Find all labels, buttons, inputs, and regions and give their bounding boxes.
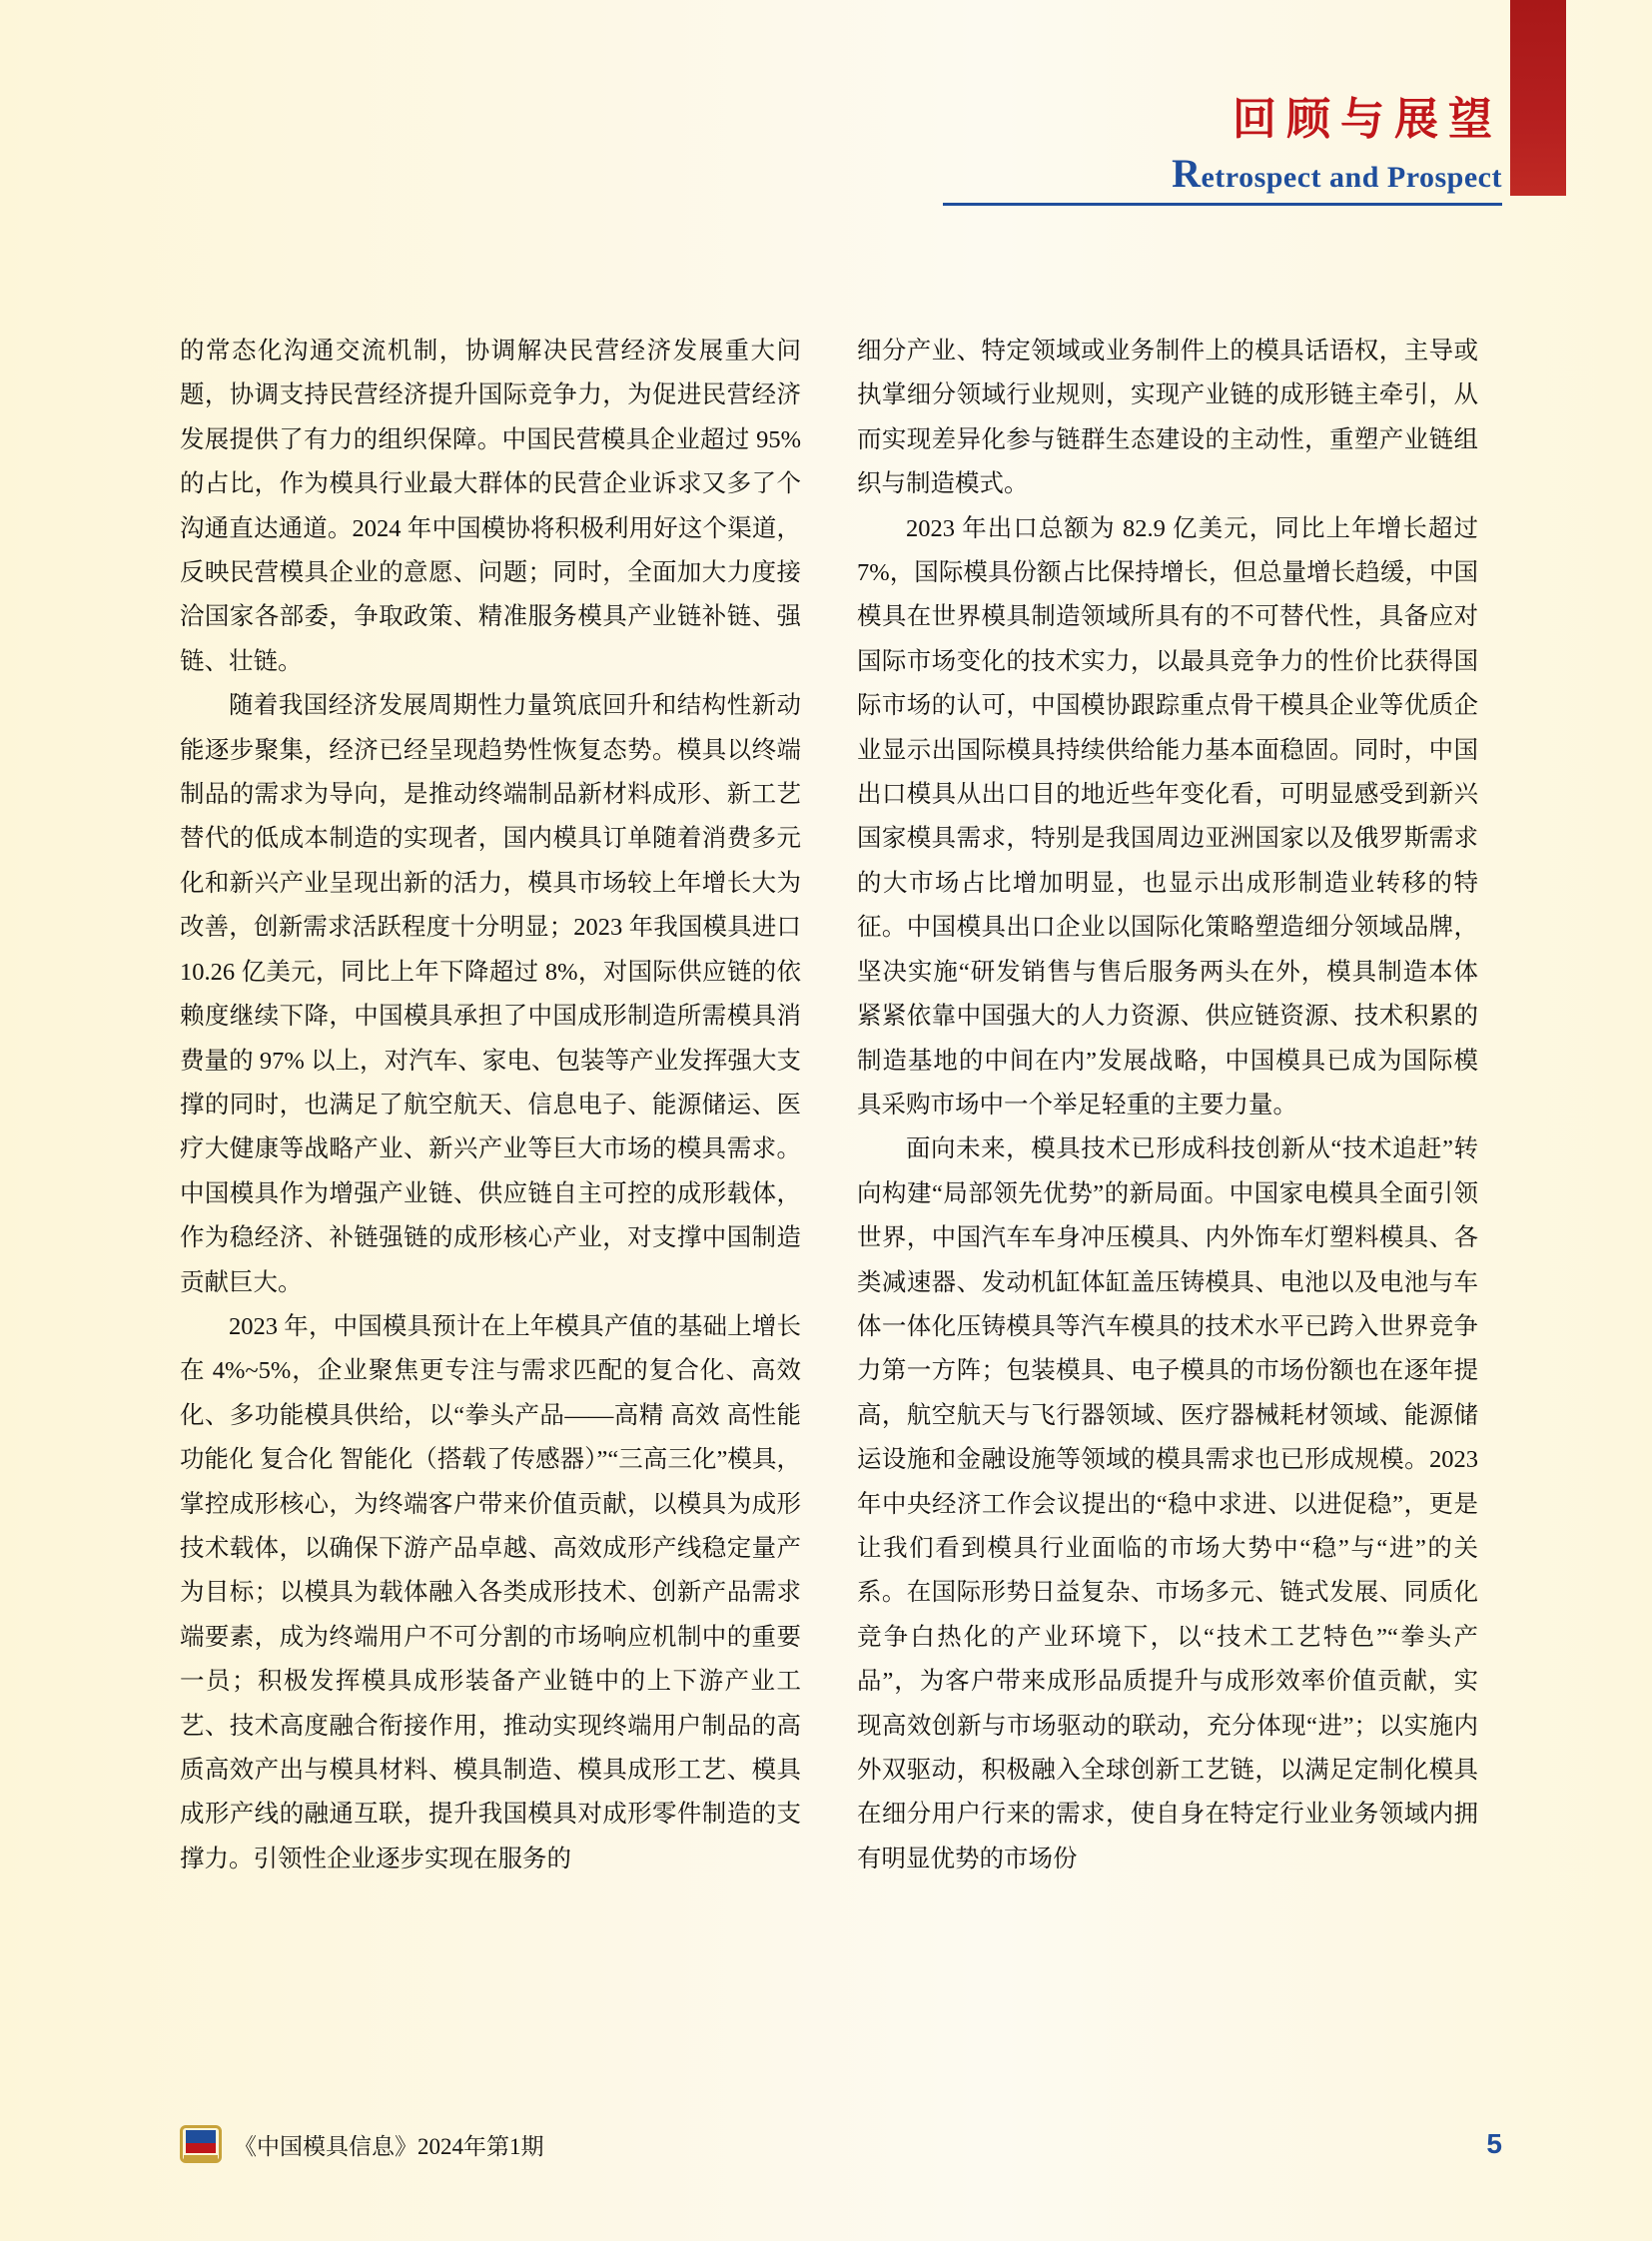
paragraph: 细分产业、特定领域或业务制件上的模具话语权，主导或执掌细分领域行业规则，实现产业链的成形链主牵引，从而实现差异化参与链群生态建设的主动性，重塑产业链组织与制造模式。 (857, 338, 1478, 498)
header-title-en (883, 150, 1502, 197)
publication-name: 《中国模具信息》2024年第1期 (234, 2133, 544, 2159)
right-column (857, 330, 1478, 1881)
page-number: 5 (1486, 2128, 1502, 2159)
page-footer (180, 2125, 1502, 2163)
header-title-en-rest: etrospect and Prospect (1201, 161, 1502, 195)
decorative-red-bar (1510, 0, 1566, 196)
left-column (180, 330, 801, 1881)
paragraph: 随着我国经济发展周期性力量筑底回升和结构性新动能逐步聚集，经济已经呈现趋势性恢复态势。模具以终端制品的需求为导向，是推动终端制品新材料成形、新工艺替代的低成本制造的实现者，国内模具订单随着消费多元化和新兴产业呈现出新的活力，模具市场较上年增长大为改善，创新需求活跃程度十分明显；2023 年我国模具进口 10.26 亿美元，同比上年下降超过 8%，对国际供应链的依赖度继续下降，中国模具承担了中国成形制造所需模具消费量的 97% 以上，对汽车、家电、包装等产业发挥强大支撑的同时，也满足了航空航天、信息电子、能源储运、医疗大健康等战略产业、新兴产业等巨大市场的模具需求。中国模具作为增强产业链、供应链自主可控的成形载体，作为稳经济、补链强链的成形核心产业，对支撑中国制造贡献巨大。 (180, 692, 801, 1296)
header-title-en-capital: R (1172, 151, 1202, 197)
page-header (883, 96, 1502, 206)
article-columns (180, 330, 1478, 1881)
paragraph: 的常态化沟通交流机制，协调解决民营经济发展重大问题，协调支持民营经济提升国际竞争力，为促进民营经济发展提供了有力的组织保障。中国民营模具企业超过 95% 的占比，作为模具行业最大群体的民营企业诉求又多了个沟通直达通道。2024 年中国模协将积极利用好这个渠道，反映民营模具企业的意愿、问题；同时，全面加大力度接洽国家各部委，争取政策、精准服务模具产业链补链、强链、壮链。 (180, 338, 801, 675)
header-title-cn: 回顾与展望 (1233, 95, 1502, 144)
publication-logo-icon (180, 2125, 222, 2163)
paragraph: 面向未来，模具技术已形成科技创新从“技术追赶”转向构建“局部领先优势”的新局面。中国家电模具全面引领世界，中国汽车车身冲压模具、内外饰车灯塑料模具、各类减速器、发动机缸体缸盖压铸模具、电池以及电池与车体一体化压铸模具等汽车模具的技术水平已跨入世界竞争力第一方阵；包装模具、电子模具的市场份额也在逐年提高，航空航天与飞行器领域、医疗器械耗材领域、能源储运设施和金融设施等领域的模具需求也已形成规模。2023 年中央经济工作会议提出的“稳中求进、以进促稳”，更是让我们看到模具行业面临的市场大势中“稳”与“进”的关系。在国际形势日益复杂、市场多元、链式发展、同质化竞争白热化的产业环境下，以“技术工艺特色”“拳头产品”，为客户带来成形品质提升与成形效率价值贡献，实现高效创新与市场驱动的联动，充分体现“进”；以实施内外双驱动，积极融入全球创新工艺链，以满足定制化模具在细分用户行来的需求，使自身在特定行业业务领域内拥有明显优势的市场份 (857, 1135, 1478, 1872)
paragraph: 2023 年出口总额为 82.9 亿美元，同比上年增长超过 7%，国际模具份额占比保持增长，但总量增长趋缓，中国模具在世界模具制造领域所具有的不可替代性，具备应对国际市场变化的技术实力，以最具竞争力的性价比获得国际市场的认可，中国模协跟踪重点骨干模具企业等优质企业显示出国际模具持续供给能力基本面稳固。同时，中国出口模具从出口目的地近些年变化看，可明显感受到新兴国家模具需求，特别是我国周边亚洲国家以及俄罗斯需求的大市场占比增加明显，也显示出成形制造业转移的特征。中国模具出口企业以国际化策略塑造细分领域品牌，坚决实施“研发销售与售后服务两头在外，模具制造本体紧紧依靠中国强大的人力资源、供应链资源、技术积累的制造基地的中间在内”发展战略，中国模具已成为国际模具采购市场中一个举足轻重的主要力量。 (857, 514, 1478, 1119)
header-divider (943, 203, 1502, 206)
paragraph: 2023 年，中国模具预计在上年模具产值的基础上增长在 4%~5%，企业聚焦更专注与需求匹配的复合化、高效化、多功能模具供给，以“拳头产品——高精 高效 高性能 功能化 复合化 智能化（搭载了传感器）”“三高三化”模具，掌控成形核心，为终端客户带来价值贡献，以模具为成形技术载体，以确保下游产品卓越、高效成形产线稳定量产为目标；以模具为载体融入各类成形技术、创新产品需求端要素，成为终端用户不可分割的市场响应机制中的重要一员；积极发挥模具成形装备产业链中的上下游产业工艺、技术高度融合衔接作用，推动实现终端用户制品的高质高效产出与模具材料、模具制造、模具成形工艺、模具成形产线的融通互联，提升我国模具对成形零件制造的支撑力。引领性企业逐步实现在服务的 (180, 1312, 801, 1872)
